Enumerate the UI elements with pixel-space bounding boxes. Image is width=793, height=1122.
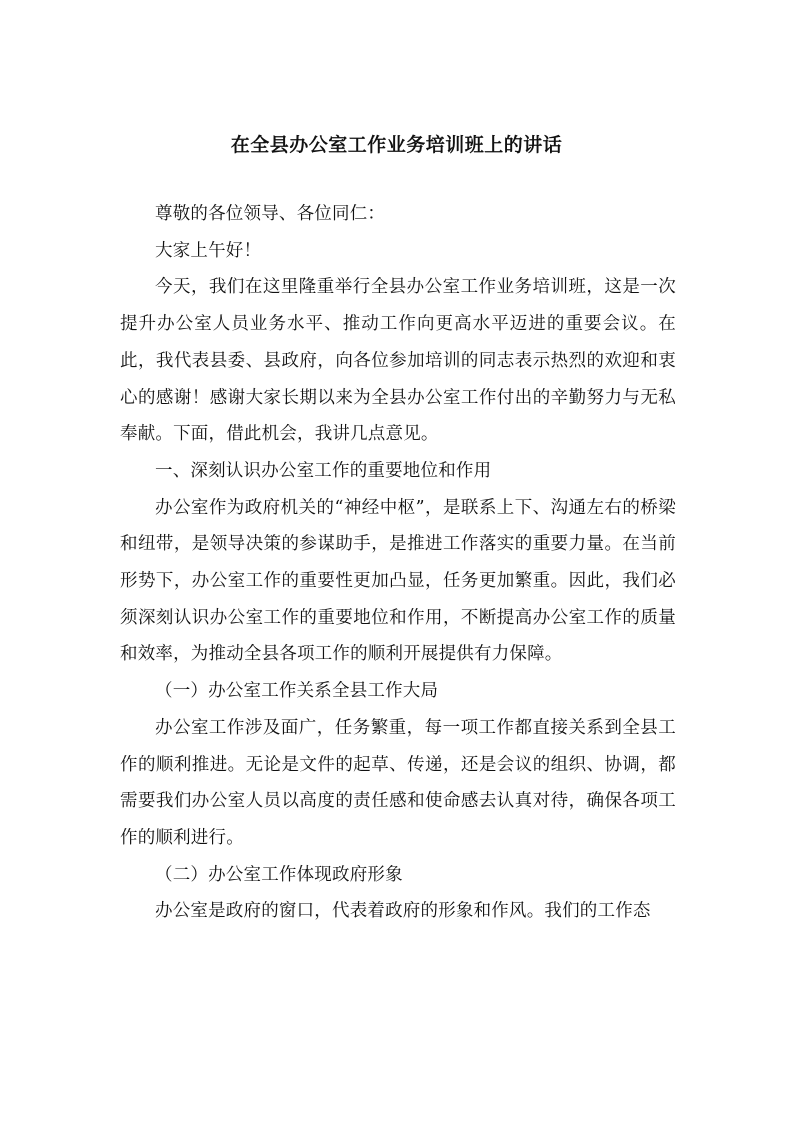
document-body — [120, 196, 676, 930]
greeting-paragraph: 大家上午好！ — [155, 240, 262, 261]
salutation-paragraph: 尊敬的各位领导、各位同仁： — [155, 204, 386, 224]
subsection-1-paragraph: 办公室工作涉及面广，任务繁重，每一项工作都直接关系到全县工作的顺利推进。无论是文件的起草、传递，还是会议的组织、协调，都需要我们办公室人员以高度的责任感和使命感去认真对待，确保各项工作的顺利进行。 — [120, 717, 676, 848]
document-title: 在全县办公室工作业务培训班上的讲话 — [230, 134, 563, 156]
subsection-heading-2: （二）办公室工作体现政府形象 — [155, 864, 403, 885]
section-1-paragraph: 办公室作为政府机关的“神经中枢”，是联系上下、沟通左右的桥梁和纽带，是领导决策的参谋助手，是推进工作落实的重要力量。在当前形势下，办公室工作的重要性更加凸显，任务更加繁重。因此，我们必须深刻认识办公室工作的重要地位和作用，不断提高办公室工作的质量和效率，为推动全县各项工作的顺利开展提供有力保障。 — [120, 497, 676, 665]
subsection-heading-1: （一）办公室工作关系全县工作大局 — [155, 681, 439, 702]
intro-paragraph: 今天，我们在这里隆重举行全县办公室工作业务培训班，这是一次提升办公室人员业务水平、推动工作向更高水平迈进的重要会议。在此，我代表县委、县政府，向各位参加培训的同志表示热烈的欢迎和衷心的感谢！感谢大家长期以来为全县办公室工作付出的辛勤努力与无私奉献。下面，借此机会，我讲几点意见。 — [120, 277, 676, 445]
section-heading-1: 一、深刻认识办公室工作的重要地位和作用 — [155, 460, 492, 481]
subsection-2-paragraph: 办公室是政府的窗口，代表着政府的形象和作风。我们的工作态 — [155, 901, 651, 922]
